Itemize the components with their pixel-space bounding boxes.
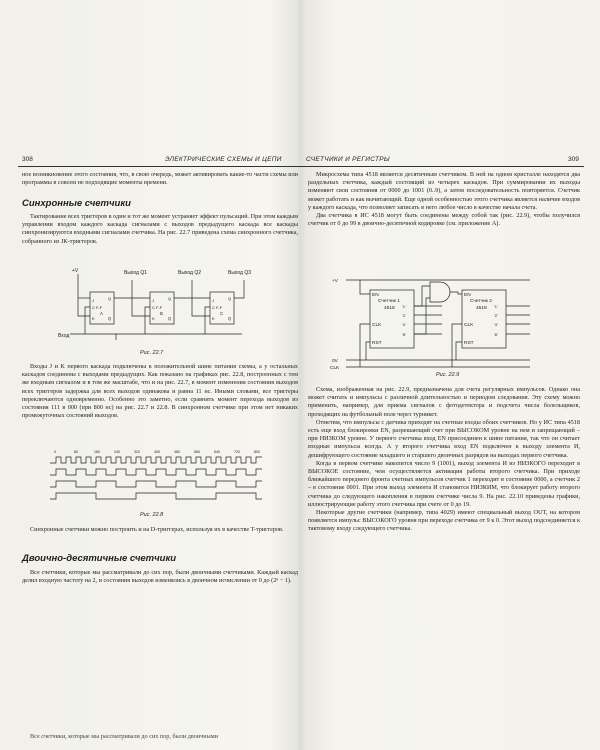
counter-1-name: Счетчик 1 [378, 299, 400, 304]
right-paragraph-two-counters: Два счетчика в ИС 4518 могут быть соединены между собой так (рис. 22.9), чтобы получился счетчик от 0 до 99 в двоично-десятичной кодировке (см. приложение А). [308, 212, 580, 228]
svg-text:Q: Q [168, 296, 172, 301]
svg-text:Q: Q [228, 296, 232, 301]
waveform-trace [50, 493, 262, 499]
left-bottom-fragment [22, 733, 298, 741]
right-page-number: 309 [568, 156, 579, 163]
figure-22-8-caption: Рис. 22.8 [140, 512, 164, 518]
time-label: 240 [114, 450, 120, 454]
time-label: 480 [174, 450, 180, 454]
vplus-label: +V [72, 268, 79, 274]
c2-bit-4: '4' [494, 322, 498, 327]
figure-22-9-caption: Рис. 22.9 [436, 372, 460, 378]
fig229-clk: CLK [330, 366, 340, 371]
time-label: 560 [194, 450, 200, 454]
left-intro-paragraph: ное возникновение этого состояния, что, в свою очередь, может активировать какие-то части схемы или программы в совсем не подходящие моменты времени. [22, 171, 298, 187]
svg-text:C F-F: C F-F [212, 305, 223, 310]
ff-label-a: A [100, 311, 103, 316]
counter-2-pin-clk: CLK [464, 323, 474, 328]
right-paragraph-nine: Когда в первом счетчике накопится число 9 (1001), выход элемента И из НИЗКОГО переходит в ВЫСОКОЕ состояние, чем осуществляется активация работы второго счетчика. При приходе ближайшего переднего фронта счетных импульсов счетчик 1 переходит в состояние 0000, а счетчик 2 – в состояние 0001. При этом выход элемента И становится НИЗКИМ, что блокирует работу второго счетчика до следующего накопления в первом счетчике числа 9. На рис. 22.10 приведены графики, иллюстрирующие работу этого счетчика при счете от 0 до 19. [308, 459, 580, 508]
section2-paragraph: Все счетчики, которые мы рассматривали до сих пор, были двоичными счетчиками. Каждый каскад делил входную частоту на 2, и состояния выходов изменялись в двоичном исчислении от 0 до (2ⁿ − 1). [22, 569, 298, 585]
waveform-trace [50, 481, 262, 487]
svg-text:C F-F: C F-F [152, 305, 163, 310]
right-top-body [308, 171, 580, 228]
section-title-bcd: Двоично-десятичные счетчики [22, 553, 177, 564]
left-header-rule [18, 166, 300, 167]
right-paragraph-scheme: Схема, изображенная на рис. 22.9, предназначена для счета регулярных импульсов. Однако она может считать и импульсы с различной длительностью и периодом следования. Эту схему можно применить, например, для приема сигналов с фотодетектора и подсчета числа болельщиков, проходящих на футбольный поле через турникет. [308, 386, 580, 418]
bottom-fragment-text: Все счетчики, которые мы рассматривали до сих пор, были двоичными [30, 733, 218, 740]
output-q1-label: Выход Q1 [124, 270, 148, 276]
right-paragraph-en: Отметим, что импульсы с датчика приходят на счетные входы обоих счетчиков. Но у ИС типа 4518 есть еще вход блокировки EN, разрешающий счет при ВЫСОКОМ уровне на нем и запрещающий – при НИЗКОМ уровне. У первого счетчика вход EN присоединен к шине питания, так что он считает входные импульсы всегда. А у второго счетчика вход EN подключен к выходу элемента И, дешифрующего состояние младшего и старшего двоичных разрядов на выходах первого счетчика. [308, 418, 580, 459]
output-q3-label: Выход Q3 [228, 270, 252, 276]
counter-2-pin-en: EN [464, 293, 471, 298]
c2-bit-2: '2' [494, 313, 498, 318]
fig229-vplus: +V [332, 279, 339, 284]
c2-bit-1: '1' [494, 304, 498, 309]
figure-22-7 [60, 262, 260, 348]
section2-body [22, 569, 298, 585]
ff-label-b: B [160, 311, 163, 316]
svg-text:J: J [92, 298, 94, 303]
right-paragraph-4029: Некоторые другие счетчики (например, типа 4029) имеют специальный выход OUT, на котором появляется импульс ВЫСОКОГО уровня при переходе счетчика от 9 к 0. Этот выход подсоединяется к тактовому входу следующего счетчика. [308, 509, 580, 533]
output-q2-label: Выход Q2 [178, 270, 202, 276]
counter-2-pin-rst: RST [464, 341, 474, 346]
c1-bit-1: '1' [402, 304, 406, 309]
time-label: 400 [154, 450, 160, 454]
right-page [300, 0, 600, 750]
section1-after [22, 363, 298, 420]
fig229-0v: 0V [332, 359, 338, 364]
time-label: 80 [74, 450, 78, 454]
svg-text:K: K [212, 316, 215, 321]
section1-end [22, 526, 298, 534]
right-header-rule [300, 166, 584, 167]
left-running-head: ЭЛЕКТРИЧЕСКИЕ СХЕМЫ И ЦЕПИ [165, 156, 282, 163]
section1-after-paragraph: Входы J и K первого каскада подключены к положительной шине питания схемы, а у остальных каскадов соединены с выходами предыдущих. Как показано на графиках рис. 22.8, построенных с тем же входным сигналом и в том же масштабе, что и на рис. 22.7, в момент изменения состояния выходов всех триггеров задержка для всех выходов одинакова и равна 11 нс. Иными словами, все триггеры переключаются одновременно. Особенно это заметно, если сравнить момент перехода выходов из состояния 111 в 000 (при 800 нс) на рис. 22.7 и 22.8. В синхронном счетчике при этом нет никаких промежуточных состояний выходов. [22, 363, 298, 420]
svg-text:C F-F: C F-F [92, 305, 103, 310]
section-title-synchronous: Синхронные счетчики [22, 198, 131, 209]
c1-bit-8: '8' [402, 332, 406, 337]
c2-bit-8: '8' [494, 332, 498, 337]
svg-text:J: J [152, 298, 154, 303]
counter-1-pin-rst: RST [372, 341, 382, 346]
figure-22-7-caption: Рис. 22.7 [140, 350, 164, 356]
counter-2-name: Счетчик 2 [470, 299, 492, 304]
waveform-trace [50, 457, 262, 463]
time-label: 160 [94, 450, 100, 454]
time-label: 800 [254, 450, 260, 454]
time-label: 320 [134, 450, 140, 454]
section1-body [22, 213, 298, 246]
c1-bit-2: '2' [402, 313, 406, 318]
input-label: Вход [58, 333, 70, 339]
counter-1-pin-en: EN [372, 293, 379, 298]
time-label: 720 [234, 450, 240, 454]
right-paragraph-4518: Микросхема типа 4518 является десятичным счетчиком. В ней на одном кристалле находятся два раздельных счетчика, каждый состоящий из четырех каскадов. При суммировании их выходы изменяют свои состояния от 0000 до 1001 (0..9), а затем последовательность повторяется. Счетчик может работать и как вычитающий. Еще одной особенностью этого счетчика является наличие входов у каждого каскада, что позволяет записать в него любое число в качестве начала счета. [308, 171, 580, 211]
svg-text:Q̅: Q̅ [228, 316, 232, 321]
and-gate [430, 282, 450, 302]
svg-text:J: J [212, 298, 214, 303]
counter-1-type: 4518 [384, 306, 395, 311]
right-running-head: СЧЕТЧИКИ И РЕГИСТРЫ [306, 156, 390, 163]
right-bottom-body [308, 386, 580, 534]
svg-text:K: K [152, 316, 155, 321]
figure-22-9 [330, 272, 550, 372]
section1-end-paragraph: Синхронные счетчики можно построить и на D-триггерах, используя их в качестве T-триггеров. [30, 526, 284, 533]
counter-2-type: 4518 [476, 306, 487, 311]
time-label: 640 [214, 450, 220, 454]
svg-text:Q: Q [108, 296, 112, 301]
figure-22-8 [36, 447, 266, 509]
waveform-trace [50, 469, 262, 475]
c1-bit-4: '4' [402, 322, 406, 327]
section1-paragraph: Тактирование всех триггеров в один и тот же момент устраняет эффект пульсаций. При этом каждым управлении входом каждого каскада сигналами с выходов предыдущего каскада все каскады синхронизируются входными сигналами счетчика. На рис. 22.7 приведена схема синхронного счетчика, собранного из JK-триггеров. [22, 213, 298, 245]
left-page-number: 308 [22, 156, 33, 163]
ff-label-c: C [220, 311, 224, 316]
svg-text:Q̅: Q̅ [168, 316, 172, 321]
svg-text:Q̅: Q̅ [108, 316, 112, 321]
counter-1-pin-clk: CLK [372, 323, 382, 328]
time-label: 0 [54, 450, 56, 454]
svg-text:K: K [92, 316, 95, 321]
left-intro [22, 171, 298, 187]
